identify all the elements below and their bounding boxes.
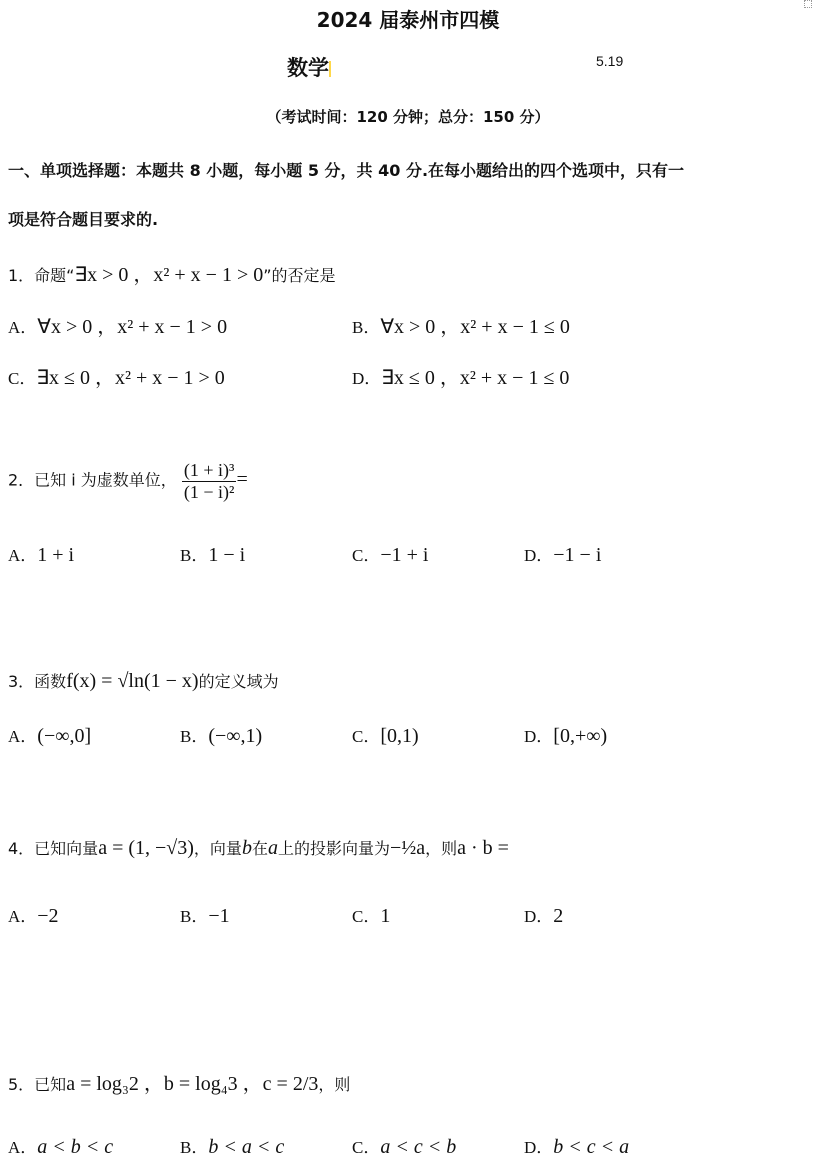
- option-text: ∃x ≤ 0 ，x² + x − 1 ≤ 0: [381, 367, 570, 389]
- q4-math-1: a = (1, −√3): [98, 837, 194, 859]
- option-label: A．: [8, 727, 38, 746]
- q4-mid-4: ，则: [425, 839, 458, 858]
- q2-numerator: (1 + i)³: [183, 460, 235, 480]
- option-label: D．: [352, 369, 382, 388]
- q2-denominator: (1 − i)²: [183, 481, 235, 502]
- question-4-stem: [8, 836, 509, 860]
- option-text: 2: [553, 905, 564, 927]
- q3-option-a: [8, 722, 91, 748]
- option-text: a < b < c: [37, 1136, 114, 1158]
- exam-date: 5.19: [596, 53, 624, 69]
- q4-mid-1: ，向量: [193, 839, 242, 858]
- option-text: [0,+∞): [553, 725, 608, 747]
- option-text: b < a < c: [208, 1136, 285, 1158]
- q4-math-2: b: [241, 837, 252, 859]
- option-label: B．: [180, 727, 209, 746]
- q5-option-c: [352, 1133, 456, 1159]
- exam-info: （考试时间：120 分钟；总分：150 分）: [266, 108, 550, 126]
- q3-option-b: [180, 722, 262, 748]
- q1-option-d: [352, 361, 569, 390]
- q2-option-a: [8, 541, 74, 567]
- option-text: 1 − i: [208, 544, 246, 566]
- option-label: A．: [8, 318, 38, 337]
- subject-title: [287, 52, 331, 82]
- option-label: C．: [352, 907, 381, 926]
- option-label: B．: [180, 546, 209, 565]
- option-text: 1 + i: [37, 544, 75, 566]
- q4-option-b: [180, 902, 230, 928]
- option-label: A．: [8, 546, 38, 565]
- q5-option-a: [8, 1133, 113, 1159]
- subject-text: 数学: [287, 56, 329, 80]
- option-label: A．: [8, 907, 38, 926]
- q1-math: ∃x > 0 ，x² + x − 1 > 0: [74, 264, 264, 286]
- question-3-stem: [8, 669, 279, 693]
- option-text: b < c < a: [553, 1136, 630, 1158]
- option-label: A．: [8, 1138, 38, 1157]
- option-text: (−∞,0]: [37, 725, 92, 747]
- q2-suffix: =: [236, 468, 248, 491]
- q3-prefix: 3．函数: [8, 672, 67, 691]
- q3-option-d: [524, 722, 607, 748]
- q1-option-c: [8, 361, 225, 390]
- q4-mid-2: 在: [251, 839, 268, 858]
- exam-title: 2024 届泰州市四模: [316, 8, 500, 32]
- q4-mid-3: 上的投影向量为: [277, 839, 390, 858]
- option-text: ∀x > 0 ，x² + x − 1 > 0: [37, 316, 228, 338]
- q1-suffix: ”的否定是: [263, 266, 336, 285]
- question-2-stem: [8, 460, 248, 502]
- q1-option-a: [8, 310, 227, 339]
- option-label: C．: [352, 727, 381, 746]
- q4-option-d: [524, 902, 563, 928]
- q2-fraction: [182, 460, 237, 502]
- q3-option-c: [352, 722, 419, 748]
- q3-math: f(x) = √ln(1 − x): [66, 670, 199, 692]
- question-1-stem: [8, 258, 336, 287]
- q5-option-b: [180, 1133, 284, 1159]
- option-text: ∀x > 0 ，x² + x − 1 ≤ 0: [380, 316, 570, 338]
- option-text: −1 + i: [380, 544, 429, 566]
- option-text: −2: [37, 905, 59, 927]
- q4-math-5: a · b =: [457, 837, 509, 859]
- option-text: −1: [208, 905, 230, 927]
- q5-suffix: ，则: [318, 1075, 351, 1094]
- option-text: (−∞,1): [208, 725, 263, 747]
- q5-prefix: 5．已知: [8, 1075, 67, 1094]
- q4-math-3: a: [267, 837, 278, 859]
- q5-option-d: [524, 1133, 629, 1159]
- highlight-mark: [329, 61, 331, 77]
- option-text: 1: [380, 905, 391, 927]
- section-heading-line1: 一、单项选择题：本题共 8 小题，每小题 5 分，共 40 分.在每小题给出的四个选项中，只有一: [8, 161, 685, 180]
- q2-option-b: [180, 541, 245, 567]
- section-heading-line2: 项是符合题目要求的.: [8, 210, 159, 229]
- option-label: C．: [352, 1138, 381, 1157]
- option-label: B．: [352, 318, 381, 337]
- option-label: D．: [524, 907, 554, 926]
- option-label: B．: [180, 1138, 209, 1157]
- q4-option-a: [8, 902, 59, 928]
- q4-prefix: 4．已知向量: [8, 839, 99, 858]
- q2-option-c: [352, 541, 428, 567]
- q2-prefix: 2．已知 i 为虚数单位，: [8, 470, 177, 490]
- option-text: [0,1): [380, 725, 419, 747]
- q5-math: a = log₃2 ，b = log₄3 ，c = 2/3: [66, 1073, 319, 1095]
- option-label: D．: [524, 727, 554, 746]
- q1-prefix: 1．命题“: [8, 266, 75, 285]
- option-label: C．: [8, 369, 37, 388]
- q4-option-c: [352, 902, 390, 928]
- q4-math-4: −½a: [389, 837, 426, 859]
- option-text: a < c < b: [380, 1136, 457, 1158]
- option-label: C．: [352, 546, 381, 565]
- q3-suffix: 的定义域为: [198, 672, 279, 691]
- option-label: D．: [524, 1138, 554, 1157]
- question-5-stem: [8, 1067, 350, 1096]
- option-label: D．: [524, 546, 554, 565]
- q2-option-d: [524, 541, 601, 567]
- q1-option-b: [352, 310, 570, 339]
- option-text: −1 − i: [553, 544, 602, 566]
- option-text: ∃x ≤ 0 ，x² + x − 1 > 0: [36, 367, 225, 389]
- option-label: B．: [180, 907, 209, 926]
